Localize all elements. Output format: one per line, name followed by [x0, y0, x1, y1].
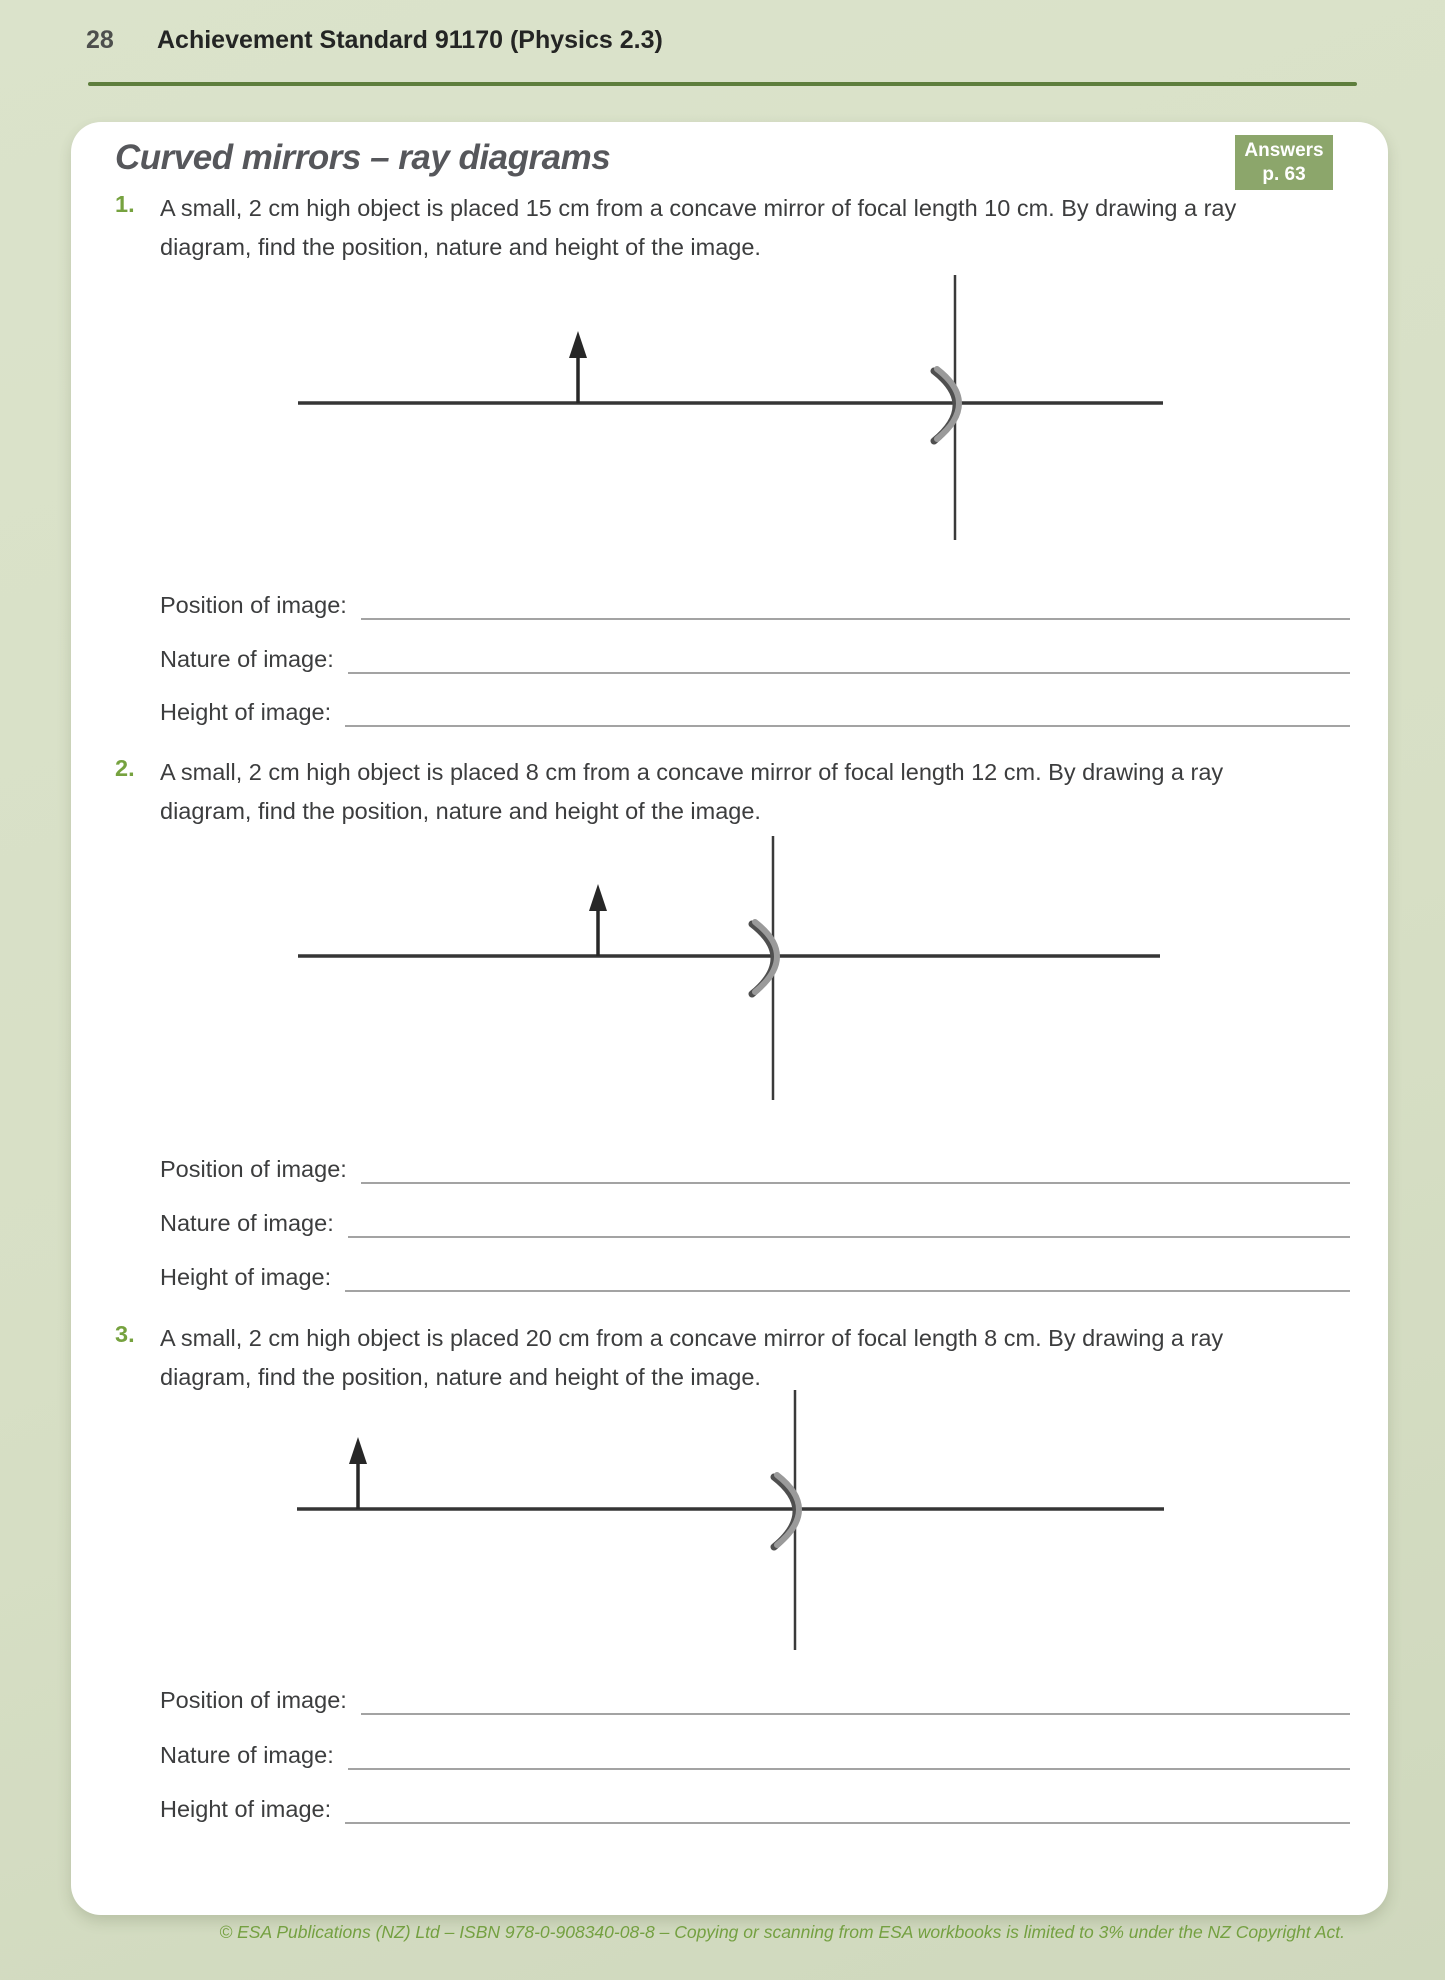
- nature-label: Nature of image:: [160, 1210, 334, 1236]
- answers-badge: [1235, 135, 1333, 190]
- ray-diagram-1: [0, 260, 1445, 560]
- question-3-line2: diagram, find the position, nature and height of the image.: [160, 1364, 761, 1390]
- worksheet-title: Curved mirrors – ray diagrams: [115, 138, 611, 177]
- copyright-footer: © ESA Publications (NZ) Ltd – ISBN 978-0-908340-08-8 – Copying or scanning from ESA workbooks is limited to 3% under the NZ Copyright Act.: [219, 1922, 1345, 1942]
- answer-blank-line: [348, 1742, 1350, 1770]
- question-1-number: 1.: [115, 191, 135, 217]
- answer-row-height-2: [160, 1258, 1350, 1292]
- answer-blank-line: [361, 1156, 1350, 1184]
- nature-label: Nature of image:: [160, 646, 334, 672]
- height-label: Height of image:: [160, 699, 332, 725]
- question-3-line1: A small, 2 cm high object is placed 20 cm from a concave mirror of focal length 8 cm. By drawing a ray: [160, 1325, 1224, 1351]
- answer-blank-line: [345, 1264, 1350, 1292]
- position-label: Position of image:: [160, 1687, 347, 1713]
- answer-blank-line: [345, 699, 1350, 727]
- question-1-text: [160, 189, 1300, 267]
- answer-blank-line: [348, 1210, 1350, 1238]
- answer-row-nature-1: [160, 640, 1350, 674]
- answer-row-position-2: [160, 1150, 1350, 1184]
- object-arrow: [569, 331, 587, 403]
- answer-row-height-1: [160, 693, 1350, 727]
- position-label: Position of image:: [160, 1156, 347, 1182]
- answer-row-nature-2: [160, 1204, 1350, 1238]
- header-rule: [88, 82, 1357, 86]
- answer-row-nature-3: [160, 1736, 1350, 1770]
- ray-diagram-3: [0, 1385, 1445, 1660]
- question-2-number: 2.: [115, 755, 135, 781]
- question-2-line1: A small, 2 cm high object is placed 8 cm from a concave mirror of focal length 12 cm. By drawing a ray: [160, 759, 1224, 785]
- answer-row-height-3: [160, 1790, 1350, 1824]
- height-label: Height of image:: [160, 1264, 332, 1290]
- height-label: Height of image:: [160, 1796, 332, 1822]
- ray-diagram-2: [0, 820, 1445, 1115]
- answer-blank-line: [361, 1687, 1350, 1715]
- question-1-line2: diagram, find the position, nature and height of the image.: [160, 234, 761, 260]
- object-arrow: [349, 1437, 367, 1509]
- question-1-line1: A small, 2 cm high object is placed 15 cm from a concave mirror of focal length 10 cm. By drawing a ray: [160, 195, 1237, 221]
- answers-badge-line1: Answers: [1244, 139, 1324, 161]
- answer-row-position-1: [160, 586, 1350, 620]
- position-label: Position of image:: [160, 592, 347, 618]
- answer-row-position-3: [160, 1681, 1350, 1715]
- page-header-title: Achievement Standard 91170 (Physics 2.3): [157, 26, 663, 54]
- answer-blank-line: [348, 646, 1350, 674]
- question-3-number: 3.: [115, 1321, 135, 1347]
- nature-label: Nature of image:: [160, 1742, 334, 1768]
- question-2-line2: diagram, find the position, nature and height of the image.: [160, 798, 761, 824]
- answers-badge-line2: p. 63: [1262, 163, 1306, 185]
- object-arrow: [589, 884, 607, 956]
- answer-blank-line: [361, 592, 1350, 620]
- answer-blank-line: [345, 1796, 1350, 1824]
- page-number: 28: [86, 26, 114, 54]
